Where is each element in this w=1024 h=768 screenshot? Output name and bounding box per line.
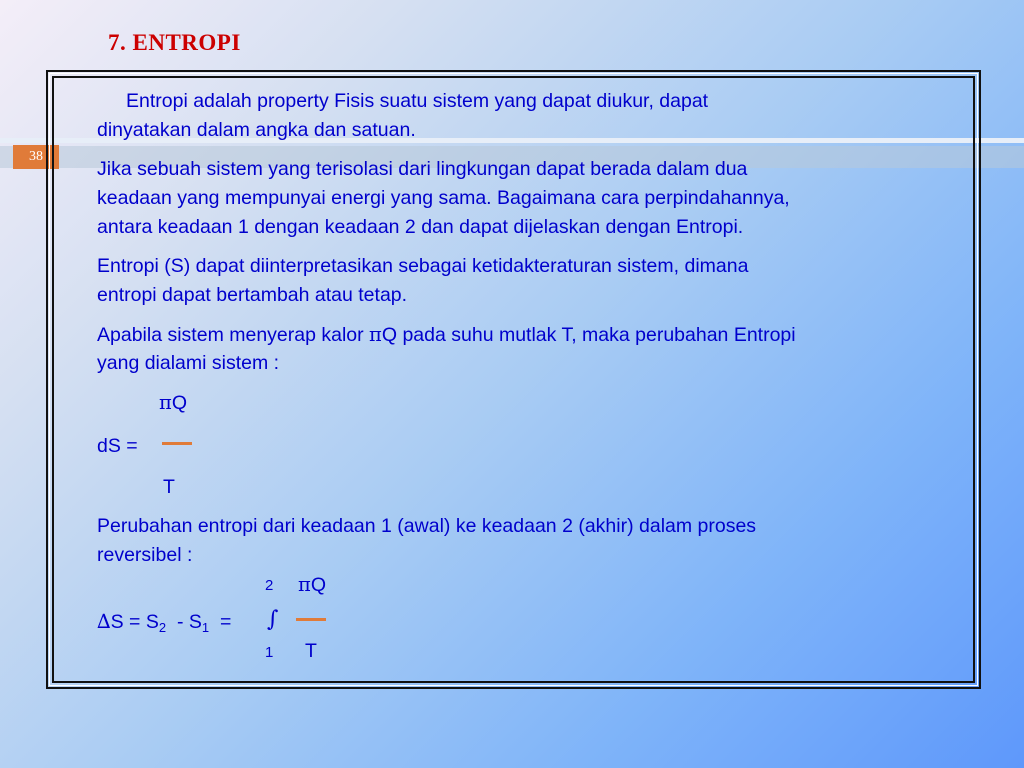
paragraph-3-line-1: Entropi (S) dapat diinterpretasikan sebagai ketidakteraturan sistem, dimana	[97, 255, 749, 277]
paragraph-4-text-a: Apabila sistem menyerap kalor	[97, 324, 370, 346]
paragraph-1-line-2: dinyatakan dalam angka dan satuan.	[97, 119, 416, 141]
subscript-1: 1	[201, 620, 210, 635]
formula-2-fraction-bar	[296, 618, 326, 621]
formula-2-minus-s: - S	[166, 611, 202, 633]
integral-lower-limit: 1	[265, 644, 274, 661]
formula-2-lhs	[97, 607, 231, 637]
formula-2-s-eq: S = S	[110, 611, 159, 633]
slide-title: 7. ENTROPI	[108, 30, 241, 55]
formula-2-denominator: T	[305, 640, 317, 662]
paragraph-5-line-1: Perubahan entropi dari keadaan 1 (awal) ke keadaan 2 (akhir) dalam proses	[97, 515, 757, 537]
subscript-2: 2	[158, 620, 167, 635]
formula-1-denominator: T	[163, 476, 175, 498]
paragraph-2-line-3: antara keadaan 1 dengan keadaan 2 dan dapat dijelaskan dengan Entropi.	[97, 216, 744, 238]
formula-1-numerator	[159, 388, 187, 418]
formula-2-equals: =	[209, 611, 232, 633]
pi-symbol: π	[159, 391, 172, 414]
formula-2-numerator-q: Q	[310, 574, 326, 596]
paragraph-1-line-1: Entropi adalah property Fisis suatu sistem yang dapat diukur, dapat	[126, 90, 709, 112]
formula-1-lhs: dS =	[97, 435, 138, 457]
formula-1-numerator-q: Q	[171, 392, 187, 414]
paragraph-3-line-2: entropi dapat bertambah atau tetap.	[97, 284, 408, 306]
integral-symbol: ∫	[267, 607, 279, 632]
formula-1-fraction-bar	[162, 442, 192, 445]
pi-symbol: π	[298, 573, 311, 596]
paragraph-5-line-2: reversibel :	[97, 544, 193, 566]
slide-number-badge: 38	[13, 145, 59, 169]
paragraph-2-line-1: Jika sebuah sistem yang terisolasi dari lingkungan dapat berada dalam dua	[97, 158, 748, 180]
formula-2-numerator	[298, 570, 326, 600]
integral-upper-limit: 2	[265, 577, 274, 594]
pi-symbol: π	[369, 323, 382, 346]
paragraph-4-line-2: yang dialami sistem :	[97, 352, 280, 374]
paragraph-2-line-2: keadaan yang mempunyai energi yang sama. Bagaimana cara perpindahannya,	[97, 187, 790, 209]
paragraph-4-line-1	[97, 320, 796, 350]
paragraph-4-text-b: Q pada suhu mutlak T, maka perubahan Entropi	[381, 324, 796, 346]
delta-symbol: ∆	[97, 610, 111, 633]
